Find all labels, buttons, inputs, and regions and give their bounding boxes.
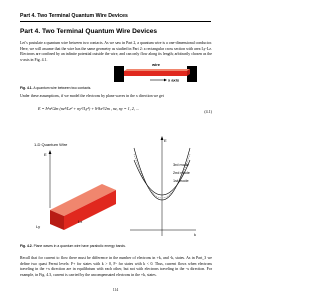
intro-paragraph: Let’s postulate a quantum wire between two contacts. As we saw in Part 2, a quantum wire is a one-dimensional conductor. Here, we will assume that the wire has the same geometry as studied in Part 2: a rectangular cross section with area Ly·Lz. Electrons are confined by an infinite potential outside the wire, and can only flow along its length; arbitrarily chosen as the x-axis in Fig. 4.1.	[20, 41, 212, 62]
x-axis-arrowhead	[164, 79, 167, 82]
lx-label: Lx	[78, 219, 83, 224]
left-contact	[114, 66, 124, 82]
mode-label-3: 3rd mode	[173, 163, 190, 167]
figure-4-2-caption	[20, 244, 212, 248]
equation-body: E = ħ²π²/2m (nz²/Lz² + ny²/Ly²) + ħ²kx²/2m , nz, ny = 1, 2, ...	[38, 106, 140, 111]
figure-4-2	[30, 126, 202, 242]
equation-4-1	[38, 106, 212, 120]
e-axis-right-arrowhead	[161, 136, 164, 140]
e-axis-right-label: E	[164, 138, 167, 143]
e-axis-left-arrowhead	[49, 150, 52, 154]
mode-label-2: 2nd mode	[173, 171, 190, 175]
page-number: 114	[112, 288, 119, 292]
x-axis-label: x axis	[168, 77, 180, 83]
figure-4-1-caption	[20, 86, 212, 90]
section-title: Part 4. Two Terminal Quantum Wire Devices	[20, 28, 158, 35]
k-axis-label: k	[194, 232, 196, 237]
figure-4-1	[112, 62, 202, 86]
header-rule	[20, 21, 211, 22]
current-paragraph: Recall that for current to flow there must be difference in the number of electrons in +k, and -k, states. As in Part_3 we define two quasi Fermi levels: F+ for states with k > 0, F- for states with k < 0. Thus, current flows when electrons traveling in the +x direction are in equilibrium with each other, but not with electrons traveling in the -x direction. For example, in Fig. 4.3, current is carried by the uncompensated electrons in the +k, states.	[20, 256, 212, 277]
figure-4-1-caption-text: A quantum wire between two contacts.	[33, 86, 92, 90]
wire-label: wire	[152, 62, 161, 67]
ly-label: Ly	[36, 224, 41, 229]
figure-4-2-caption-text: Plane waves in a quantum wire have parabolic energy bands.	[33, 244, 126, 248]
wire-block-3d	[50, 184, 116, 230]
wire-body	[124, 69, 190, 76]
equation-number: (4.1)	[204, 109, 212, 114]
running-header: Part 4. Two Terminal Quantum Wire Devices	[20, 13, 128, 19]
wire-1d-label: 1-D Quantum Wire	[34, 142, 68, 147]
modes-paragraph: Under these assumptions, if we model the electrons by plane waves in the x direction we get	[20, 94, 164, 98]
figure-4-1-caption-tag: Fig. 4.1.	[20, 86, 33, 90]
mode-label-1: 1st mode	[173, 179, 189, 183]
figure-4-2-caption-tag: Fig. 4.2.	[20, 244, 33, 248]
e-axis-left-label: E	[44, 152, 47, 157]
